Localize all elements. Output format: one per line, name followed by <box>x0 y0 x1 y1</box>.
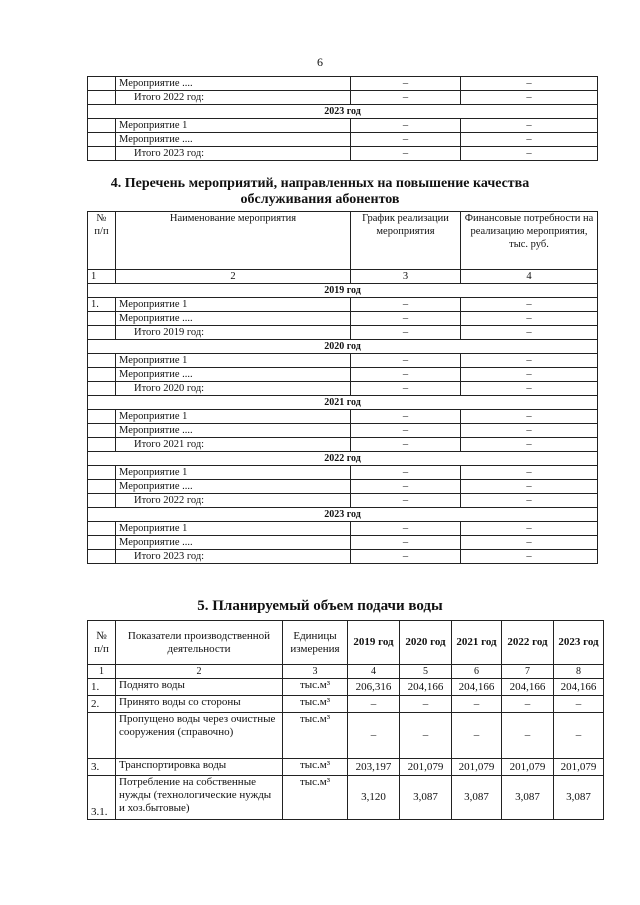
year-label: 2020 год <box>88 340 598 354</box>
event-row <box>88 77 598 91</box>
event-name: Мероприятие .... <box>116 312 351 326</box>
total-label: Итого 2019 год: <box>116 326 351 340</box>
col-number: 5 <box>400 665 452 679</box>
event-row <box>88 410 598 424</box>
water-supply-table <box>87 620 604 820</box>
year-label: 2019 год <box>88 284 598 298</box>
schedule-value: – <box>351 522 461 536</box>
event-name: Мероприятие 1 <box>116 298 351 312</box>
header-indicator: Показатели производственной деятельности <box>116 621 283 665</box>
row-number <box>88 424 116 438</box>
indicator-name: Пропущено воды через очистные сооружения (справочно) <box>116 713 283 759</box>
finance-value: – <box>461 466 598 480</box>
finance-value: – <box>461 312 598 326</box>
page-number: 6 <box>317 55 323 69</box>
header-schedule: График реализации мероприятия <box>351 212 461 270</box>
event-name: Мероприятие .... <box>116 536 351 550</box>
col-number: 3 <box>283 665 348 679</box>
unit-value: тыс.м³ <box>283 713 348 759</box>
year-label: 2022 год <box>88 452 598 466</box>
year-value: 3,087 <box>400 776 452 820</box>
year-row <box>88 340 598 354</box>
header-year-2022: 2022 год <box>502 621 554 665</box>
schedule-value: – <box>351 119 461 133</box>
row-number <box>88 368 116 382</box>
header-year-2021: 2021 год <box>452 621 502 665</box>
finance-value: – <box>461 77 598 91</box>
finance-value: – <box>461 550 598 564</box>
section4-title-line2: обслуживания абонентов <box>240 192 400 207</box>
finance-value: – <box>461 480 598 494</box>
year-value: – <box>502 696 554 713</box>
total-label: Итого 2023 год: <box>116 550 351 564</box>
indicator-row <box>88 776 604 820</box>
header-finance: Финансовые потребности на реализацию мероприятия, тыс. руб. <box>461 212 598 270</box>
year-label: 2023 год <box>88 105 598 119</box>
header-event-name: Наименование мероприятия <box>116 212 351 270</box>
row-number: 1. <box>88 679 116 696</box>
col-number: 4 <box>348 665 400 679</box>
row-number <box>88 410 116 424</box>
section4-title-line1: 4. Перечень мероприятий, направленных на повышение качества <box>110 176 530 191</box>
section5-title: 5. Планируемый объем подачи воды <box>197 598 443 614</box>
header-year-2020: 2020 год <box>400 621 452 665</box>
year-row <box>88 105 598 119</box>
header-num: № п/п <box>88 212 116 270</box>
event-row <box>88 119 598 133</box>
row-number <box>88 522 116 536</box>
finance-value: – <box>461 522 598 536</box>
event-row <box>88 522 598 536</box>
finance-value: – <box>461 536 598 550</box>
col-number: 8 <box>554 665 604 679</box>
year-value: 203,197 <box>348 759 400 776</box>
schedule-value: – <box>351 326 461 340</box>
row-number <box>88 438 116 452</box>
year-value: – <box>348 713 400 759</box>
schedule-value: – <box>351 312 461 326</box>
event-name: Мероприятие .... <box>116 480 351 494</box>
year-value: 201,079 <box>400 759 452 776</box>
year-value: – <box>452 713 502 759</box>
col-number: 4 <box>461 270 598 284</box>
event-name: Мероприятие 1 <box>116 522 351 536</box>
year-row <box>88 452 598 466</box>
total-row <box>88 326 598 340</box>
row-number <box>88 133 116 147</box>
total-label: Итого 2023 год: <box>116 147 351 161</box>
total-label: Итого 2021 год: <box>116 438 351 452</box>
row-number: 1. <box>88 298 116 312</box>
col-number: 7 <box>502 665 554 679</box>
schedule-value: – <box>351 382 461 396</box>
indicator-name: Потребление на собственные нужды (технологические нужды и хоз.бытовые) <box>116 776 283 820</box>
event-row <box>88 536 598 550</box>
row-number <box>88 119 116 133</box>
schedule-value: – <box>351 480 461 494</box>
schedule-value: – <box>351 133 461 147</box>
event-name: Мероприятие 1 <box>116 119 351 133</box>
schedule-value: – <box>351 494 461 508</box>
year-value: 3,087 <box>554 776 604 820</box>
row-number <box>88 494 116 508</box>
event-name: Мероприятие 1 <box>116 410 351 424</box>
finance-value: – <box>461 133 598 147</box>
year-row <box>88 396 598 410</box>
event-row <box>88 368 598 382</box>
header-year-2023: 2023 год <box>554 621 604 665</box>
schedule-value: – <box>351 410 461 424</box>
year-value: – <box>554 696 604 713</box>
row-number: 2. <box>88 696 116 713</box>
indicator-name: Транспортировка воды <box>116 759 283 776</box>
year-value: – <box>348 696 400 713</box>
indicator-row <box>88 696 604 713</box>
schedule-value: – <box>351 536 461 550</box>
year-value: – <box>502 713 554 759</box>
finance-value: – <box>461 368 598 382</box>
year-value: 201,079 <box>452 759 502 776</box>
year-value: 204,166 <box>452 679 502 696</box>
year-label: 2021 год <box>88 396 598 410</box>
schedule-value: – <box>351 91 461 105</box>
event-row <box>88 312 598 326</box>
schedule-value: – <box>351 147 461 161</box>
finance-value: – <box>461 354 598 368</box>
row-number: 3.1. <box>88 776 116 820</box>
row-number <box>88 382 116 396</box>
year-value: 206,316 <box>348 679 400 696</box>
event-row <box>88 466 598 480</box>
unit-value: тыс.м³ <box>283 679 348 696</box>
row-number <box>88 147 116 161</box>
year-value: – <box>554 713 604 759</box>
finance-value: – <box>461 424 598 438</box>
row-number <box>88 713 116 759</box>
year-value: 3,087 <box>452 776 502 820</box>
finance-value: – <box>461 147 598 161</box>
col-number: 1 <box>88 270 116 284</box>
finance-value: – <box>461 410 598 424</box>
event-row <box>88 133 598 147</box>
schedule-value: – <box>351 424 461 438</box>
total-row <box>88 494 598 508</box>
year-value: – <box>400 696 452 713</box>
event-name: Мероприятие 1 <box>116 466 351 480</box>
unit-value: тыс.м³ <box>283 759 348 776</box>
year-label: 2023 год <box>88 508 598 522</box>
total-row <box>88 382 598 396</box>
finance-value: – <box>461 91 598 105</box>
col-number: 2 <box>116 665 283 679</box>
total-label: Итого 2022 год: <box>116 91 351 105</box>
event-name: Мероприятие .... <box>116 424 351 438</box>
schedule-value: – <box>351 77 461 91</box>
finance-value: – <box>461 326 598 340</box>
row-number <box>88 550 116 564</box>
header-num: № п/п <box>88 621 116 665</box>
year-value: 204,166 <box>400 679 452 696</box>
unit-value: тыс.м³ <box>283 696 348 713</box>
row-number <box>88 77 116 91</box>
schedule-value: – <box>351 438 461 452</box>
row-number <box>88 480 116 494</box>
continued-events-table <box>87 76 598 161</box>
event-row <box>88 354 598 368</box>
year-value: 3,087 <box>502 776 554 820</box>
finance-value: – <box>461 438 598 452</box>
year-value: 201,079 <box>502 759 554 776</box>
year-value: 3,120 <box>348 776 400 820</box>
unit-value: тыс.м³ <box>283 776 348 820</box>
col-number: 6 <box>452 665 502 679</box>
service-quality-events-table <box>87 211 598 564</box>
year-row <box>88 284 598 298</box>
indicator-row <box>88 679 604 696</box>
row-number <box>88 312 116 326</box>
indicator-row <box>88 713 604 759</box>
row-number <box>88 91 116 105</box>
total-row <box>88 91 598 105</box>
event-name: Мероприятие .... <box>116 77 351 91</box>
year-row <box>88 508 598 522</box>
schedule-value: – <box>351 298 461 312</box>
finance-value: – <box>461 382 598 396</box>
event-name: Мероприятие 1 <box>116 354 351 368</box>
total-label: Итого 2020 год: <box>116 382 351 396</box>
row-number: 3. <box>88 759 116 776</box>
col-number: 2 <box>116 270 351 284</box>
event-name: Мероприятие .... <box>116 133 351 147</box>
indicator-name: Принято воды со стороны <box>116 696 283 713</box>
event-name: Мероприятие .... <box>116 368 351 382</box>
year-value: 204,166 <box>554 679 604 696</box>
header-unit: Единицы измерения <box>283 621 348 665</box>
finance-value: – <box>461 494 598 508</box>
event-row <box>88 480 598 494</box>
year-value: – <box>452 696 502 713</box>
schedule-value: – <box>351 550 461 564</box>
row-number <box>88 536 116 550</box>
finance-value: – <box>461 119 598 133</box>
total-row <box>88 438 598 452</box>
col-number: 1 <box>88 665 116 679</box>
total-row <box>88 147 598 161</box>
header-year-2019: 2019 год <box>348 621 400 665</box>
total-label: Итого 2022 год: <box>116 494 351 508</box>
indicator-row <box>88 759 604 776</box>
indicator-name: Поднято воды <box>116 679 283 696</box>
schedule-value: – <box>351 354 461 368</box>
schedule-value: – <box>351 466 461 480</box>
year-value: – <box>400 713 452 759</box>
year-value: 204,166 <box>502 679 554 696</box>
total-row <box>88 550 598 564</box>
row-number <box>88 466 116 480</box>
event-row <box>88 298 598 312</box>
schedule-value: – <box>351 368 461 382</box>
event-row <box>88 424 598 438</box>
row-number <box>88 354 116 368</box>
year-value: 201,079 <box>554 759 604 776</box>
finance-value: – <box>461 298 598 312</box>
col-number: 3 <box>351 270 461 284</box>
row-number <box>88 326 116 340</box>
